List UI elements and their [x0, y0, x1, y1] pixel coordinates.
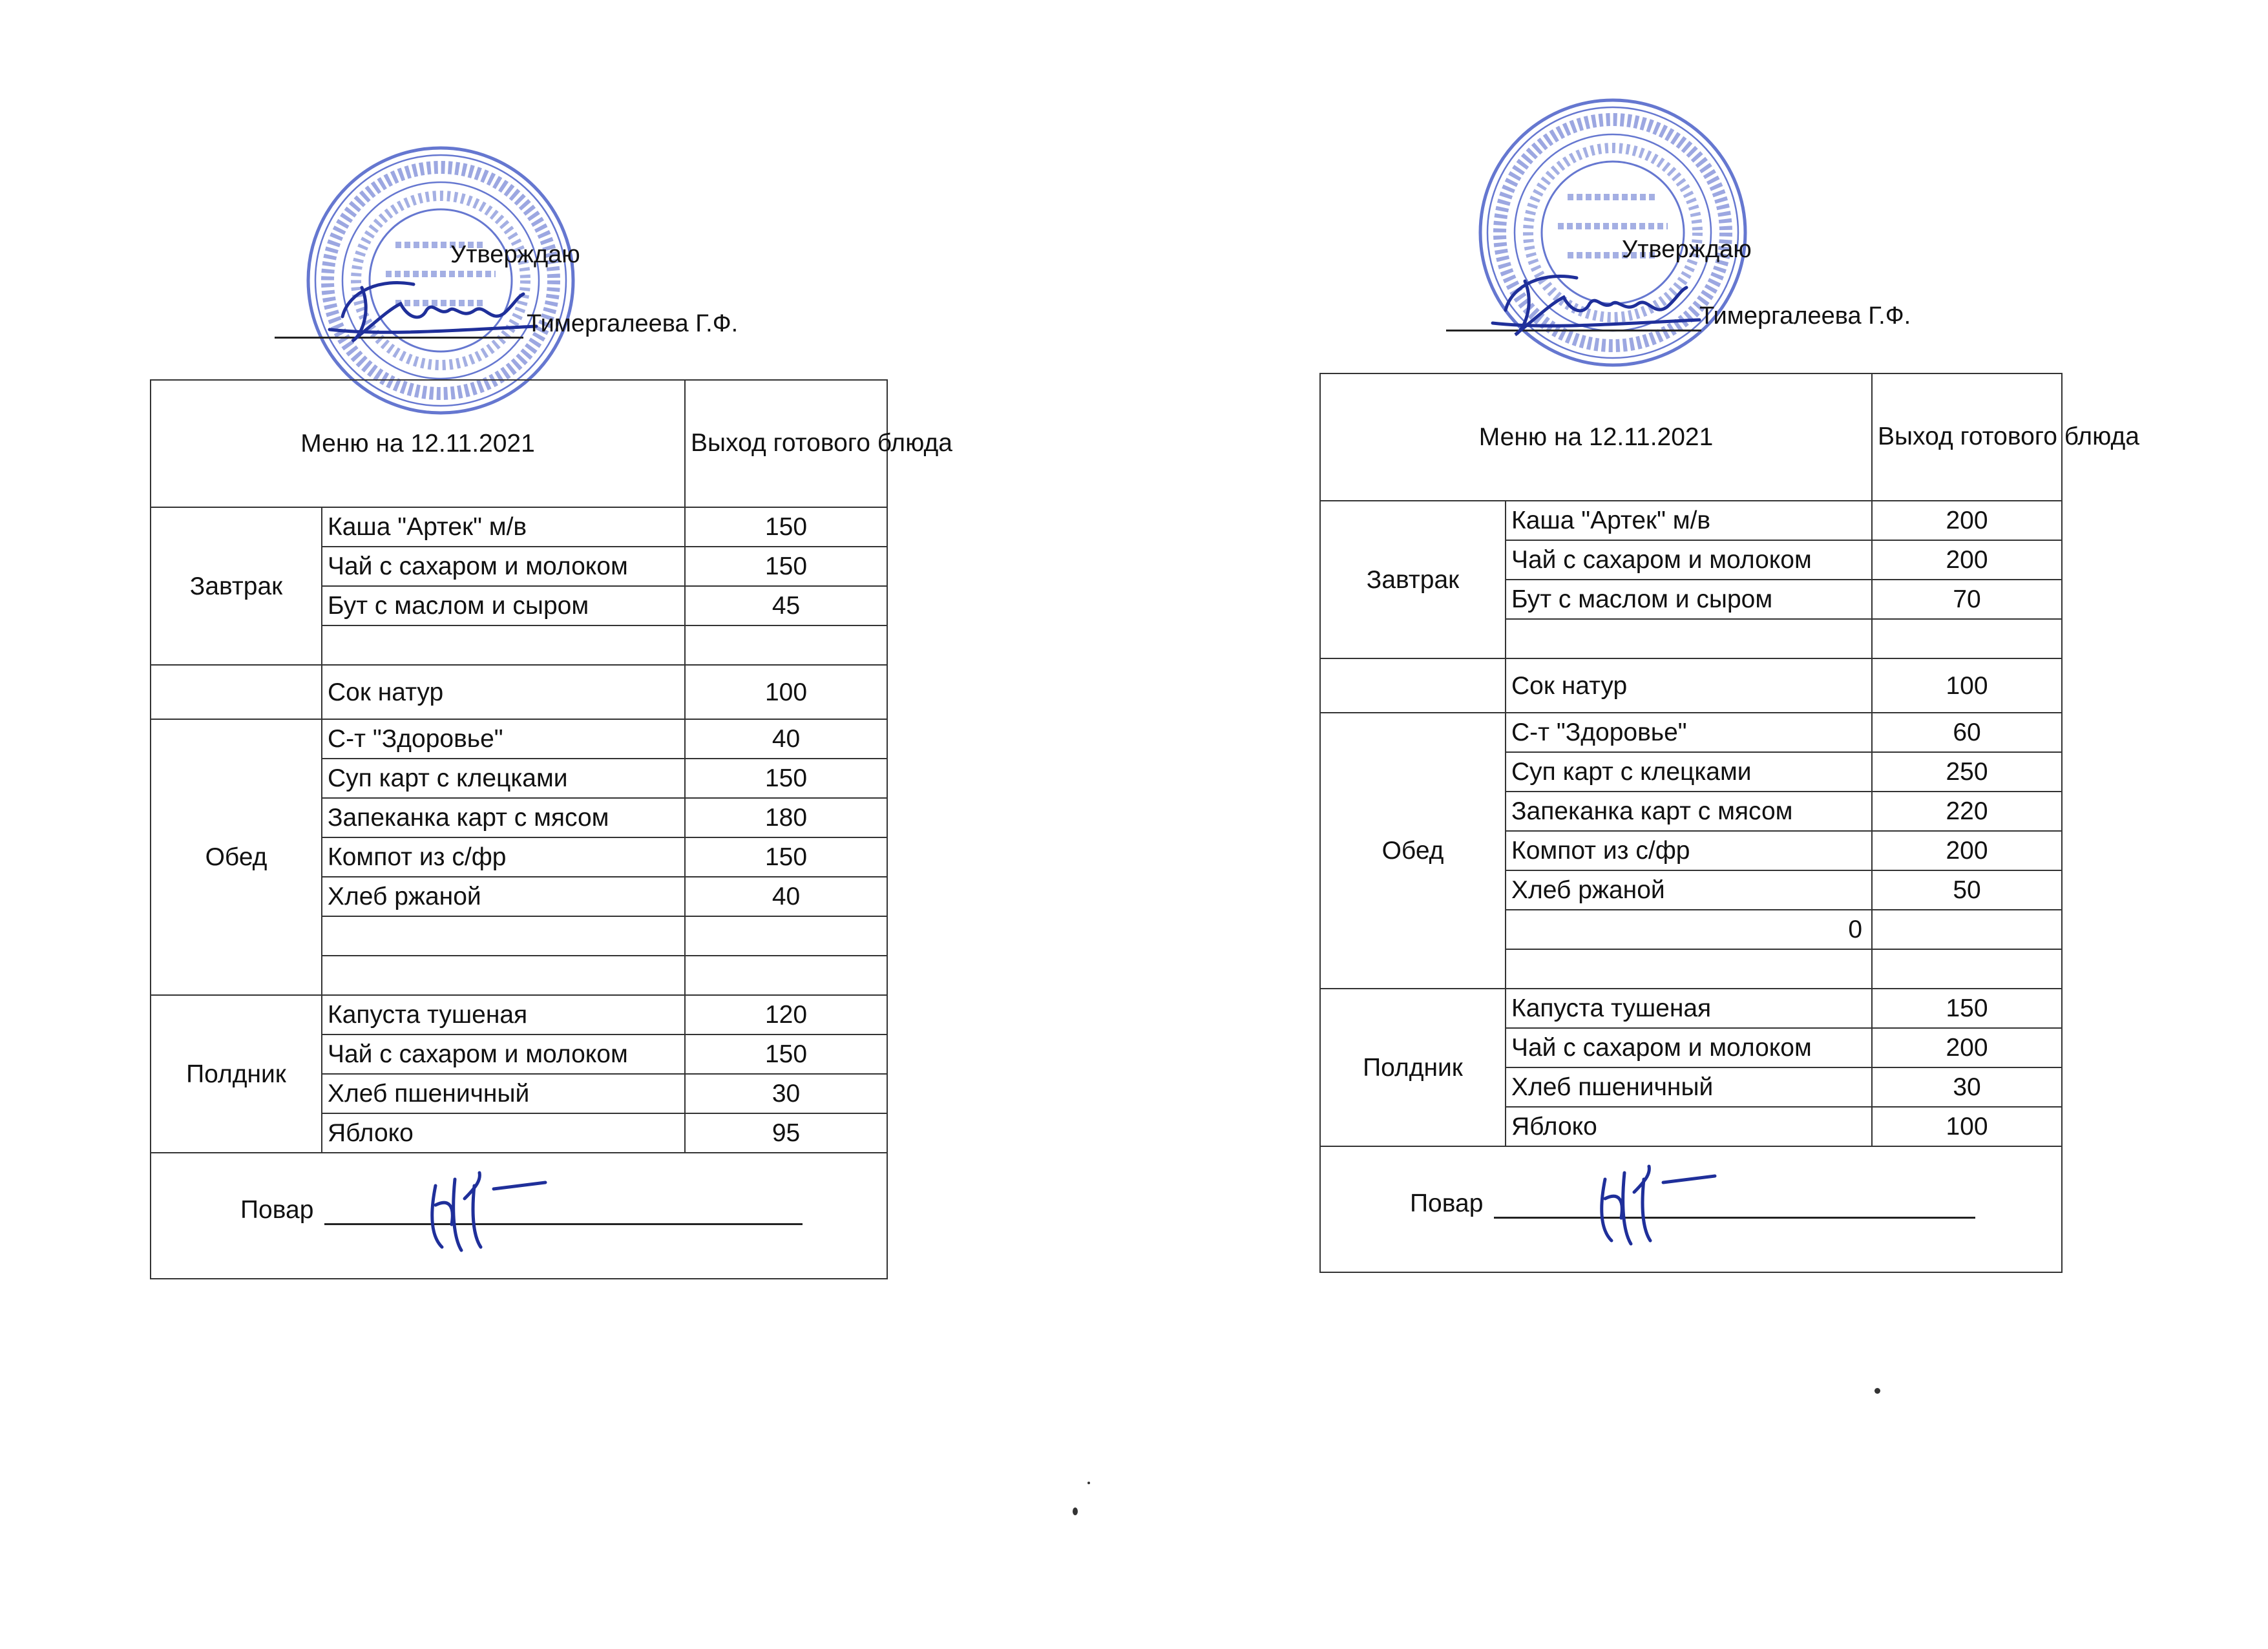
dish-name: Запеканка карт с мясом: [322, 798, 685, 837]
approval-signer: Тимергалеева Г.Ф.: [527, 310, 739, 337]
dish-name-empty: [322, 956, 685, 995]
cook-signature-line: [1494, 1217, 1975, 1219]
yield-header: Выход готового блюда: [685, 380, 887, 507]
scan-speck: [1087, 1482, 1090, 1484]
dish-yield: 50: [1872, 870, 2062, 910]
dish-yield: 200: [1872, 1028, 2062, 1067]
director-signature-icon: [1486, 258, 1706, 342]
dish-name: Суп карт с клецками: [322, 759, 685, 798]
meal-label-snack: [151, 665, 322, 719]
cook-signature-row: [1320, 1146, 2062, 1272]
dish-yield: 250: [1872, 752, 2062, 792]
dish-name: Хлеб пшеничный: [1506, 1067, 1872, 1107]
director-signature-icon: [323, 265, 543, 349]
dish-name: Суп карт с клецками: [1506, 752, 1872, 792]
dish-yield: 100: [1872, 658, 2062, 713]
dish-name: Запеканка карт с мясом: [1506, 792, 1872, 831]
dish-name: Каша "Артек" м/в: [1506, 501, 1872, 540]
menu-table-left: [150, 379, 952, 1279]
scan-speck: [1073, 1507, 1078, 1515]
dish-yield: 150: [685, 759, 887, 798]
dish-name: Бут с маслом и сыром: [322, 586, 685, 625]
dish-yield-empty: [685, 956, 887, 995]
cook-label: Повар: [240, 1196, 314, 1224]
menu-title: Меню на 12.11.2021: [1320, 373, 1872, 501]
cook-signature-row: [151, 1153, 887, 1279]
dish-name: Яблоко: [1506, 1107, 1872, 1146]
cook-signature-icon: [1586, 1153, 1728, 1250]
dish-yield-empty: [1872, 949, 2062, 989]
dish-name: Чай с сахаром и молоком: [1506, 540, 1872, 580]
dish-name: Хлеб ржаной: [1506, 870, 1872, 910]
dish-name: Бут с маслом и сыром: [1506, 580, 1872, 619]
dish-yield: 150: [685, 1035, 887, 1074]
dish-name: Компот из с/фр: [1506, 831, 1872, 870]
approval-label: Утверждаю: [1622, 236, 1752, 263]
dish-yield-empty: [685, 625, 887, 665]
dish-yield: 200: [1872, 501, 2062, 540]
dish-name: Капуста тушеная: [322, 995, 685, 1035]
dish-name: Капуста тушеная: [1506, 989, 1872, 1028]
meal-label-lunch: Обед: [1320, 713, 1506, 989]
dish-overflow-value: 0: [1506, 910, 1872, 949]
dish-name: С-т "Здоровье": [1506, 713, 1872, 752]
meal-label-lunch: Обед: [151, 719, 322, 995]
dish-yield: 100: [1872, 1107, 2062, 1146]
dish-name: С-т "Здоровье": [322, 719, 685, 759]
meal-label-afternoon-snack: Полдник: [1320, 989, 1506, 1146]
dish-yield: 150: [1872, 989, 2062, 1028]
dish-name: Сок натур: [1506, 658, 1872, 713]
yield-header: Выход готового блюда: [1872, 373, 2062, 501]
dish-name-empty: [1506, 619, 1872, 658]
dish-name: Чай с сахаром и молоком: [322, 1035, 685, 1074]
menu-table-right: [1319, 373, 2139, 1273]
dish-yield: 70: [1872, 580, 2062, 619]
approval-label: Утверждаю: [450, 241, 580, 268]
dish-yield: 150: [685, 507, 887, 547]
approval-signer: Тимергалеева Г.Ф.: [1699, 302, 1911, 330]
dish-yield-empty: [685, 916, 887, 956]
cook-signature-line: [324, 1223, 803, 1225]
dish-yield: 200: [1872, 831, 2062, 870]
dish-yield: 45: [685, 586, 887, 625]
dish-name: Компот из с/фр: [322, 837, 685, 877]
dish-yield: 30: [1872, 1067, 2062, 1107]
dish-yield: 30: [685, 1074, 887, 1113]
dish-yield: 40: [685, 719, 887, 759]
dish-name: Яблоко: [322, 1113, 685, 1153]
dish-name: Чай с сахаром и молоком: [322, 547, 685, 586]
dish-yield: 120: [685, 995, 887, 1035]
meal-label-breakfast: Завтрак: [151, 507, 322, 665]
dish-name: Сок натур: [322, 665, 685, 719]
scan-speck: [1874, 1388, 1880, 1394]
dish-yield: 150: [685, 547, 887, 586]
dish-yield: 100: [685, 665, 887, 719]
dish-yield: 220: [1872, 792, 2062, 831]
cook-label: Повар: [1410, 1190, 1484, 1217]
dish-yield: 150: [685, 837, 887, 877]
dish-name-empty: [322, 625, 685, 665]
dish-yield: 40: [685, 877, 887, 916]
meal-label-afternoon-snack: Полдник: [151, 995, 322, 1153]
dish-yield-empty: [1872, 619, 2062, 658]
cook-signature-icon: [416, 1160, 558, 1257]
dish-name-empty: [322, 916, 685, 956]
dish-yield: 60: [1872, 713, 2062, 752]
dish-yield: 95: [685, 1113, 887, 1153]
dish-name: Каша "Артек" м/в: [322, 507, 685, 547]
menu-title: Меню на 12.11.2021: [151, 380, 685, 507]
meal-label-breakfast: Завтрак: [1320, 501, 1506, 658]
dish-yield-empty: [1872, 910, 2062, 949]
dish-name: Хлеб пшеничный: [322, 1074, 685, 1113]
meal-label-snack: [1320, 658, 1506, 713]
dish-name: Чай с сахаром и молоком: [1506, 1028, 1872, 1067]
dish-name: Хлеб ржаной: [322, 877, 685, 916]
dish-yield: 180: [685, 798, 887, 837]
dish-name-empty: [1506, 949, 1872, 989]
dish-yield: 200: [1872, 540, 2062, 580]
